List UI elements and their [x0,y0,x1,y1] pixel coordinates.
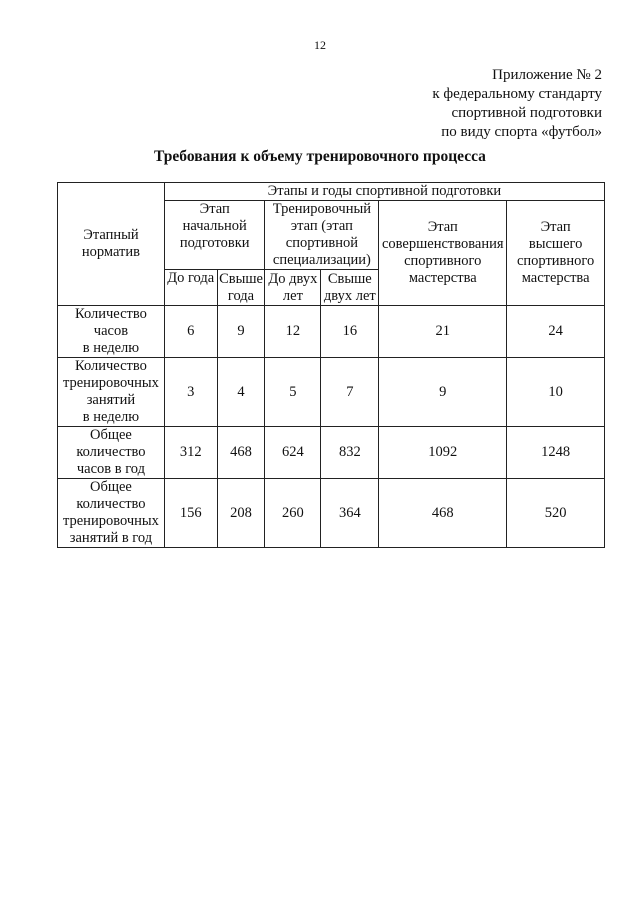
row-label-line: тренировочных [62,513,159,529]
value-cell: 1248 [507,427,605,479]
row-label-line: тренировочных [62,375,159,391]
sub-header-training-1 [265,270,321,306]
requirements-table [57,182,605,548]
row-label-line: Количество [75,358,147,374]
header-line: Этап [427,219,458,235]
stage-initial-header [164,201,265,270]
row-label-line: количество [76,444,146,460]
row-label-cell [58,427,165,479]
header-line: спортивного [404,253,482,269]
table-row [58,479,605,548]
row-label-line: Количество [75,306,147,322]
appendix-line: спортивной подготовки [451,105,602,121]
header-line: этап (этап [290,218,353,234]
header-line: Тренировочный [272,201,371,217]
header-line: мастерства [408,270,477,286]
header-line: двух лет [323,287,376,304]
header-line: специализации) [272,252,371,268]
page-number: 12 [314,38,326,52]
value-cell: 10 [507,358,605,427]
row-label-line: в неделю [82,409,140,425]
header-line: До двух [268,270,318,287]
sub-header-training-2 [321,270,379,306]
value-cell: 312 [164,427,217,479]
row-label-cell [58,479,165,548]
row-label-line: часов [93,323,129,339]
header-line: Этапный [83,227,139,243]
value-cell: 3 [164,358,217,427]
value-cell: 24 [507,306,605,358]
value-cell: 21 [379,306,507,358]
value-cell: 4 [217,358,265,427]
appendix-line: к федеральному стандарту [432,86,602,102]
row-label-line: часов в год [76,461,146,477]
stage-training-header [265,201,379,270]
value-cell: 156 [164,479,217,548]
row-label-cell [58,306,165,358]
value-cell: 468 [217,427,265,479]
value-cell: 364 [321,479,379,548]
sub-header-initial-2 [217,270,265,306]
stages-group-header: Этапы и годы спортивной подготовки [164,183,604,201]
header-line: Этап начальной [182,201,247,234]
value-cell: 16 [321,306,379,358]
document-title: Требования к объему тренировочного процесса [154,148,486,165]
row-label-line: занятий [86,392,136,408]
value-cell: 6 [164,306,217,358]
header-line: мастерства [521,270,590,286]
row-label-line: Общее [89,427,132,443]
header-line: года [227,287,255,304]
header-line: Свыше [327,270,372,287]
value-cell: 9 [217,306,265,358]
value-cell: 9 [379,358,507,427]
value-cell: 208 [217,479,265,548]
stage-highest-header [507,201,605,306]
header-line: спортивной [285,235,358,251]
header-line: высшего [528,236,583,252]
value-cell: 468 [379,479,507,548]
appendix-header [432,66,602,142]
header-line: спортивного [516,253,595,269]
value-cell: 5 [265,358,321,427]
header-line: Этап [540,219,571,235]
header-line: норматив [81,244,140,260]
appendix-line: Приложение № 2 [492,67,602,83]
row-label-line: занятий в год [69,530,153,546]
value-cell: 7 [321,358,379,427]
header-line: До года [167,270,215,286]
value-cell: 12 [265,306,321,358]
appendix-line: по виду спорта «футбол» [441,124,602,140]
header-line: Свыше [219,270,263,287]
row-label-line: количество [76,496,146,512]
table-row [58,306,605,358]
value-cell: 260 [265,479,321,548]
header-line: лет [282,287,303,304]
row-label-line: в неделю [82,340,140,356]
sub-header-initial-1 [164,270,217,306]
table-row [58,427,605,479]
corner-header-cell [58,183,165,306]
table-row [58,358,605,427]
value-cell: 1092 [379,427,507,479]
row-label-cell [58,358,165,427]
stage-improvement-header [379,201,507,306]
header-row [58,183,605,201]
value-cell: 520 [507,479,605,548]
header-line: совершенствования [381,236,504,252]
row-label-line: Общее [89,479,132,495]
value-cell: 832 [321,427,379,479]
header-line: подготовки [179,235,250,251]
value-cell: 624 [265,427,321,479]
